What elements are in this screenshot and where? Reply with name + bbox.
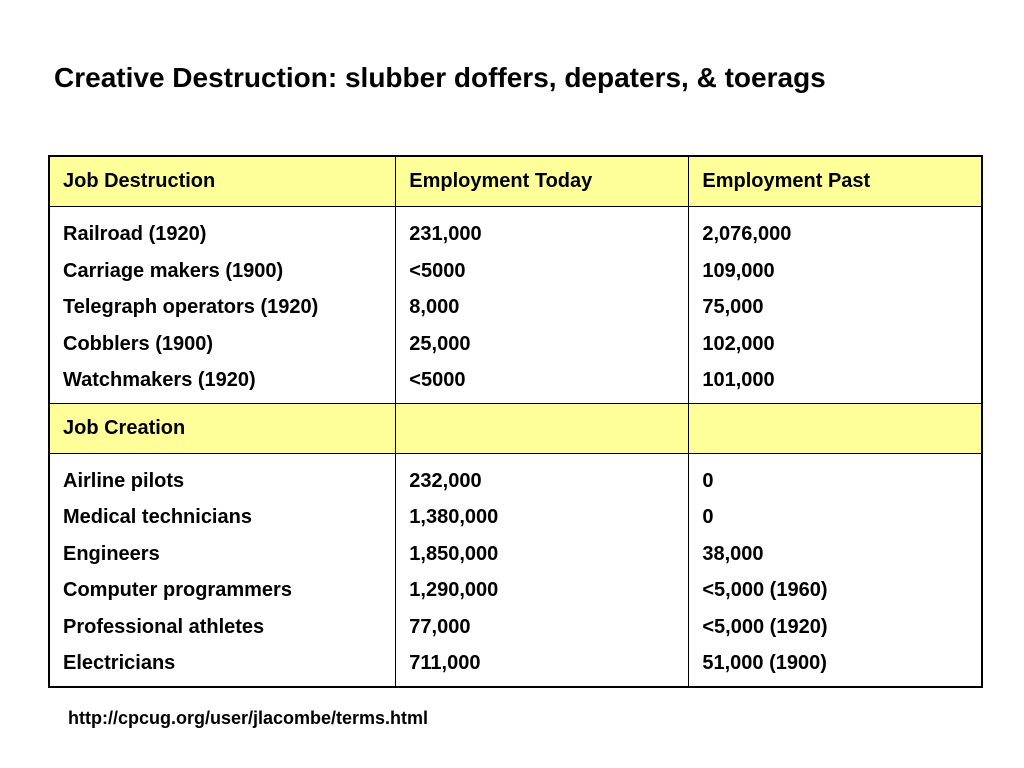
creation-today-value: 1,380,000 <box>409 506 499 528</box>
creation-today-value: 1,850,000 <box>409 542 499 565</box>
job-creation-header-empty <box>689 403 982 453</box>
employment-table <box>48 155 983 688</box>
destruction-job: Watchmakers (1920) <box>63 369 256 391</box>
creation-today-value: 1,290,000 <box>409 579 499 601</box>
creation-job: Electricians <box>63 652 176 674</box>
job-destruction-header-row <box>49 156 982 207</box>
destruction-job: Carriage makers (1900) <box>63 259 284 282</box>
destruction-past-value: 2,076,000 <box>702 223 792 245</box>
employment-today-header: Employment Today <box>396 156 689 207</box>
creation-job: Professional athletes <box>63 615 265 638</box>
job-creation-header-row <box>49 403 982 453</box>
destruction-job: Telegraph operators (1920) <box>63 296 319 318</box>
creation-past-value: 38,000 <box>702 542 764 565</box>
destruction-job: Cobblers (1900) <box>63 332 214 355</box>
creation-past-value: 51,000 (1900) <box>702 652 827 674</box>
creation-past-cell <box>689 453 982 687</box>
creation-past-value: <5,000 (1960) <box>702 579 828 601</box>
destruction-past-value: 109,000 <box>702 259 775 282</box>
destruction-today-value: <5000 <box>409 369 466 391</box>
destruction-today-cell <box>396 207 689 404</box>
destruction-today-value: 8,000 <box>409 296 460 318</box>
creation-today-cell <box>396 453 689 687</box>
creation-job: Engineers <box>63 542 160 565</box>
destruction-job: Railroad (1920) <box>63 223 207 245</box>
employment-past-header: Employment Past <box>689 156 982 207</box>
job-destruction-body-row <box>49 207 982 404</box>
source-link[interactable]: http://cpcug.org/user/jlacombe/terms.html <box>68 708 429 728</box>
creation-today-value: 232,000 <box>409 469 482 492</box>
creation-past-value: <5,000 (1920) <box>702 615 828 638</box>
destruction-past-cell <box>689 207 982 404</box>
job-creation-header: Job Creation <box>49 403 396 453</box>
job-creation-header-empty <box>396 403 689 453</box>
destruction-today-value: <5000 <box>409 259 466 282</box>
creation-jobs-cell <box>49 453 396 687</box>
destruction-jobs-cell <box>49 207 396 404</box>
destruction-past-value: 101,000 <box>702 369 775 391</box>
destruction-past-value: 102,000 <box>702 332 775 355</box>
creation-job: Medical technicians <box>63 506 252 528</box>
slide-title: Creative Destruction: slubber doffers, depaters, & toerags <box>54 62 826 93</box>
job-destruction-header: Job Destruction <box>49 156 396 207</box>
job-creation-body-row <box>49 453 982 687</box>
destruction-past-value: 75,000 <box>702 296 764 318</box>
creation-today-value: 77,000 <box>409 615 471 638</box>
creation-today-value: 711,000 <box>409 652 481 674</box>
destruction-today-value: 25,000 <box>409 332 471 355</box>
creation-past-value: 0 <box>702 469 714 492</box>
creation-job: Computer programmers <box>63 579 292 601</box>
destruction-today-value: 231,000 <box>409 223 482 245</box>
creation-job: Airline pilots <box>63 469 185 492</box>
creation-past-value: 0 <box>702 506 714 528</box>
